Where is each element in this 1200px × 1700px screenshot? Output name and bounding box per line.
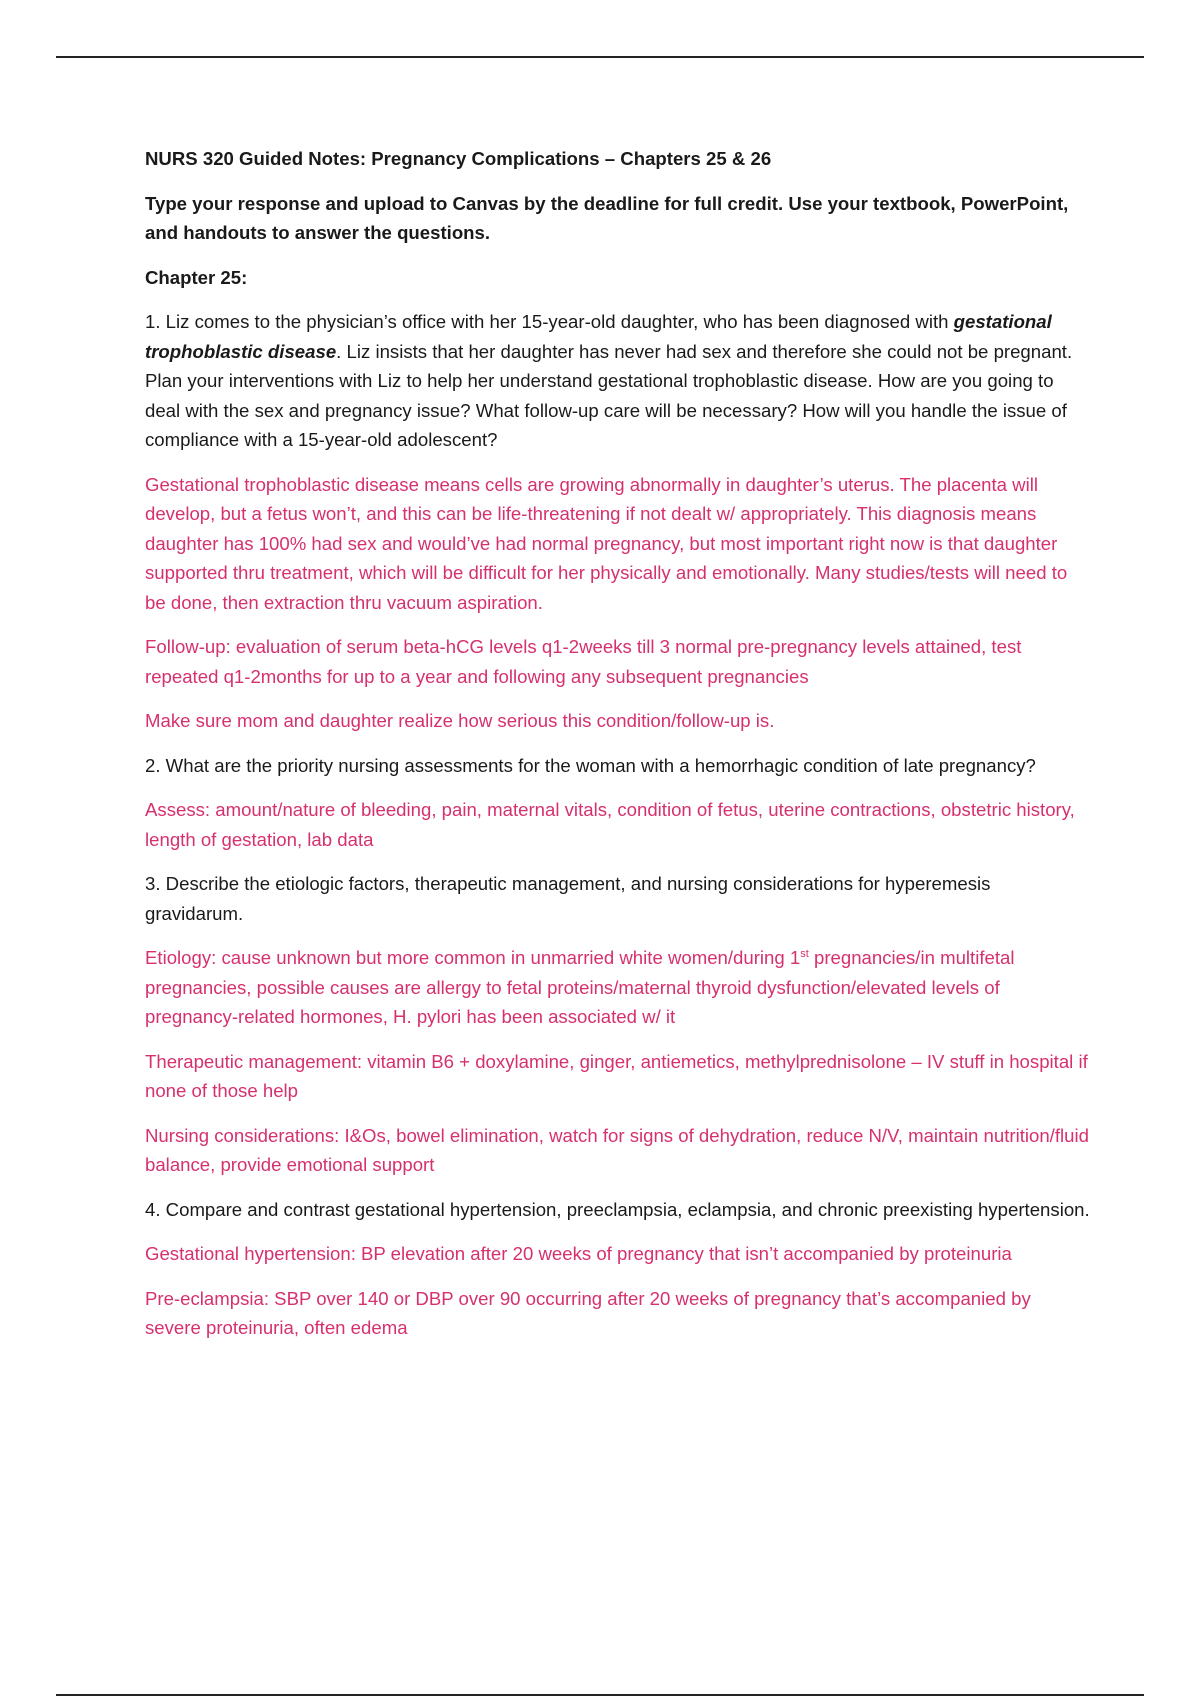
answer-1-paragraph-1: Gestational trophoblastic disease means cells are growing abnormally in daughter’s uterus. The placenta will develop, but a fetus won’t, and this can be life-threatening if not dealt w/ appropriately. This diagnosis means daughter has 100% had sex and would’ve had normal pregnancy, but most important right now is that daughter supported thru treatment, which will be difficult for her physically and emotionally. Many studies/tests will need to be done, then extraction thru vacuum aspiration. (145, 473, 1068, 613)
footer-rule (56, 1694, 1144, 1696)
answer-3-therapeutic: Therapeutic management: vitamin B6 + doxylamine, ginger, antiemetics, methylprednisolone – IV stuff in hospital if none of those help (145, 1050, 1088, 1101)
question-4: 4. Compare and contrast gestational hypertension, preeclampsia, eclampsia, and chronic preexisting hypertension. (145, 1198, 1090, 1220)
answer-3-nursing: Nursing considerations: I&Os, bowel elimination, watch for signs of dehydration, reduce N/V, maintain nutrition/fluid balance, provide emotional support (145, 1124, 1089, 1175)
document-title: NURS 320 Guided Notes: Pregnancy Complications – Chapters 25 & 26 (145, 148, 772, 169)
answer-3-etiology-suffix: pregnancies/in multifetal pregnancies, possible causes are allergy to fetal proteins/maternal thyroid dysfunction/elevated levels of pregnancy-related hormones, H. pylori has been associated w/ it (145, 947, 1015, 1027)
answer-1-paragraph-3: Make sure mom and daughter realize how serious this condition/follow-up is. (145, 710, 775, 731)
question-2: 2. What are the priority nursing assessments for the woman with a hemorrhagic condition of late pregnancy? (145, 754, 1036, 776)
question-3: 3. Describe the etiologic factors, therapeutic management, and nursing considerations for hyperemesis gravidarum. (145, 873, 991, 924)
question-1-suffix: . Liz insists that her daughter has never had sex and therefore she could not be pregnant. Plan your interventions with Liz to help her understand gestational trophoblastic disease. How are you going to deal with the sex and pregnancy issue? What follow-up care will be necessary? How will you handle the issue of compliance with a 15-year-old adolescent? (145, 340, 1073, 450)
answer-3-etiology-prefix: Etiology: cause unknown but more common in unmarried white women/during 1 (145, 947, 801, 968)
question-1-prefix: 1. Liz comes to the physician’s office with her 15-year-old daughter, who has been diagnosed with (145, 311, 954, 332)
header-rule (56, 56, 1144, 58)
document-page (145, 144, 1090, 1358)
answer-3-etiology-sup: st (800, 947, 809, 960)
answer-4-gestational: Gestational hypertension: BP elevation after 20 weeks of pregnancy that isn’t accompanied by proteinuria (145, 1243, 1012, 1264)
question-1 (145, 307, 1090, 455)
question-1-emphasis: gestational trophoblastic disease (145, 311, 1052, 362)
instructions-text: Type your response and upload to Canvas by the deadline for full credit. Use your textbook, PowerPoint, and handouts to answer the questions. (145, 192, 1069, 243)
chapter-heading: Chapter 25: (145, 266, 248, 288)
answer-2: Assess: amount/nature of bleeding, pain, maternal vitals, condition of fetus, uterine contractions, obstetric history, length of gestation, lab data (145, 799, 1075, 850)
answer-4-preeclampsia: Pre-eclampsia: SBP over 140 or DBP over 90 occurring after 20 weeks of pregnancy that’s accompanied by severe proteinuria, often edema (145, 1287, 1031, 1338)
answer-3-etiology (145, 943, 1090, 1032)
answer-1-paragraph-2: Follow-up: evaluation of serum beta-hCG levels q1-2weeks till 3 normal pre-pregnancy levels attained, test repeated q1-2months for up to a year and following any subsequent pregnancies (145, 636, 1022, 687)
